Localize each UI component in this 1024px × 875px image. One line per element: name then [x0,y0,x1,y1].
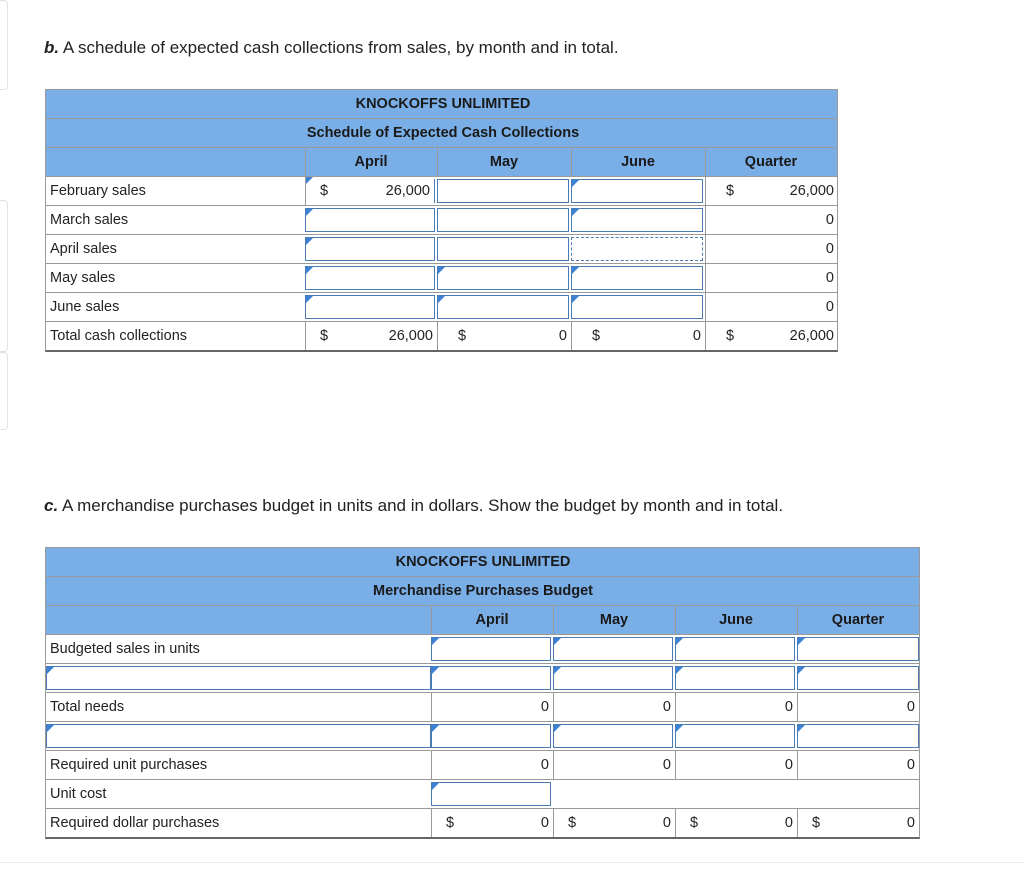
may-input[interactable] [437,295,569,319]
cash-collections-table [45,89,838,352]
june-cell [571,206,705,234]
currency-sign: $ [726,328,735,344]
budget-title: Merchandise Purchases Budget [373,583,593,599]
april-input[interactable] [431,724,551,748]
table-row [45,780,920,809]
row-label: Total needs [50,699,125,715]
june-total: 0 [692,328,701,344]
june-cell [571,177,705,205]
page-edge [0,200,8,352]
may-total-cell [437,322,571,350]
may-value: 0 [662,699,671,715]
may-input[interactable] [553,637,673,661]
quarter-input[interactable] [797,724,919,748]
april-cell [305,235,437,263]
may-cell [553,809,675,837]
april-input[interactable] [431,637,551,661]
row-label: April sales [50,241,117,257]
april-input[interactable] [366,179,435,203]
april-input[interactable] [305,295,435,319]
june-cell [571,264,705,292]
june-cell [675,809,797,837]
may-input[interactable] [437,208,569,232]
june-input[interactable] [571,237,703,261]
currency-sign: $ [690,815,699,831]
budget-title-header [45,576,920,605]
april-value: 0 [540,815,549,831]
row-label: February sales [50,183,146,199]
quarter-total: 26,000 [789,328,834,344]
currency-sign: $ [812,815,821,831]
may-input[interactable] [553,666,673,690]
purchases-budget-table [45,547,920,839]
row-label: Budgeted sales in units [50,641,200,657]
june-cell [675,693,797,721]
quarter-cell [797,693,919,721]
col-may: May [489,154,519,170]
june-input[interactable] [675,666,795,690]
april-cell [431,751,553,779]
may-cell [437,177,571,205]
april-input[interactable] [431,666,551,690]
quarter-cell [705,177,838,205]
currency-sign: $ [320,183,329,199]
quarter-value: 0 [825,212,834,228]
june-cell [571,235,705,263]
april-total: 26,000 [388,328,433,344]
column-header-row [45,605,920,635]
row-label-input[interactable] [46,724,431,748]
table-row [45,206,838,235]
june-value: 0 [784,815,793,831]
col-april: April [475,612,509,628]
june-value: 0 [784,757,793,773]
col-june: June [719,612,753,628]
page-divider [0,862,1024,863]
april-value: 26,000 [385,183,430,199]
quarter-cell [705,206,838,234]
row-label: Unit cost [50,786,107,802]
quarter-value: 0 [825,241,834,257]
section-c-heading [44,496,783,516]
may-cell [553,751,675,779]
may-value: 0 [662,815,671,831]
section-b-text: A schedule of expected cash collections from sales, by month and in total. [59,38,619,57]
currency-sign: $ [568,815,577,831]
june-input[interactable] [675,637,795,661]
company-header [45,547,920,576]
april-input[interactable] [305,266,435,290]
april-input[interactable] [305,237,435,261]
june-cell [675,751,797,779]
june-value: 0 [784,699,793,715]
col-may: May [599,612,629,628]
april-cell [305,264,437,292]
may-cell [437,235,571,263]
table-row [45,751,920,780]
may-cell [437,264,571,292]
quarter-cell [705,235,838,263]
page-edge [0,0,8,90]
quarter-cell [797,751,919,779]
april-cell [305,177,437,205]
section-c-letter: c. [44,496,59,515]
quarter-input[interactable] [797,637,919,661]
quarter-value: 0 [906,815,915,831]
april-input[interactable] [305,208,435,232]
schedule-title-header [45,118,838,147]
may-input[interactable] [553,724,673,748]
total-row [45,322,838,352]
col-quarter: Quarter [744,154,798,170]
quarter-value: 0 [906,699,915,715]
quarter-input[interactable] [797,666,919,690]
schedule-title: Schedule of Expected Cash Collections [306,125,580,141]
table-row [45,177,838,206]
row-label: May sales [50,270,116,286]
row-label: Required unit purchases [50,757,208,773]
row-label-input[interactable] [46,666,431,690]
quarter-value: 0 [825,270,834,286]
table-row [45,722,920,751]
june-input[interactable] [675,724,795,748]
section-b-heading [44,38,619,58]
col-quarter: Quarter [831,612,885,628]
section-c-text: A merchandise purchases budget in units and in dollars. Show the budget by month and in total. [58,496,784,515]
currency-sign: $ [446,815,455,831]
quarter-cell [705,293,838,321]
currency-sign: $ [320,328,329,344]
quarter-cell [705,264,838,292]
company-name: KNOCKOFFS UNLIMITED [355,96,531,112]
june-total-cell [571,322,705,350]
june-input[interactable] [571,266,703,290]
may-input[interactable] [437,266,569,290]
june-cell [571,293,705,321]
may-cell [437,293,571,321]
april-value: 0 [540,757,549,773]
currency-sign: $ [592,328,601,344]
page-edge [0,352,8,430]
may-input[interactable] [437,237,569,261]
may-cell [553,693,675,721]
col-june: June [621,154,655,170]
quarter-value: 0 [825,299,834,315]
company-header [45,89,838,118]
table-row [45,693,920,722]
april-cell [431,693,553,721]
unit-cost-input[interactable] [431,782,551,806]
april-cell [305,206,437,234]
june-input[interactable] [571,295,703,319]
may-input[interactable] [437,179,569,203]
row-label: Total cash collections [50,328,188,344]
table-row [45,635,920,664]
table-row [45,293,838,322]
quarter-cell [797,809,919,837]
quarter-value: 0 [906,757,915,773]
quarter-total-cell [705,322,838,350]
company-name: KNOCKOFFS UNLIMITED [395,554,571,570]
june-input[interactable] [571,208,703,232]
row-label: Required dollar purchases [50,815,220,831]
currency-sign: $ [726,183,735,199]
table-row [45,664,920,693]
april-cell [305,293,437,321]
section-b-letter: b. [44,38,60,57]
april-cell [431,809,553,837]
may-cell [437,206,571,234]
quarter-value: 26,000 [789,183,834,199]
table-row [45,235,838,264]
column-header-row [45,147,838,177]
table-row [45,264,838,293]
row-label: March sales [50,212,129,228]
may-value: 0 [662,757,671,773]
row-label: June sales [50,299,120,315]
col-april: April [354,154,388,170]
may-total: 0 [558,328,567,344]
table-row [45,809,920,839]
april-total-cell [305,322,437,350]
currency-sign: $ [458,328,467,344]
april-value: 0 [540,699,549,715]
june-input[interactable] [571,179,703,203]
